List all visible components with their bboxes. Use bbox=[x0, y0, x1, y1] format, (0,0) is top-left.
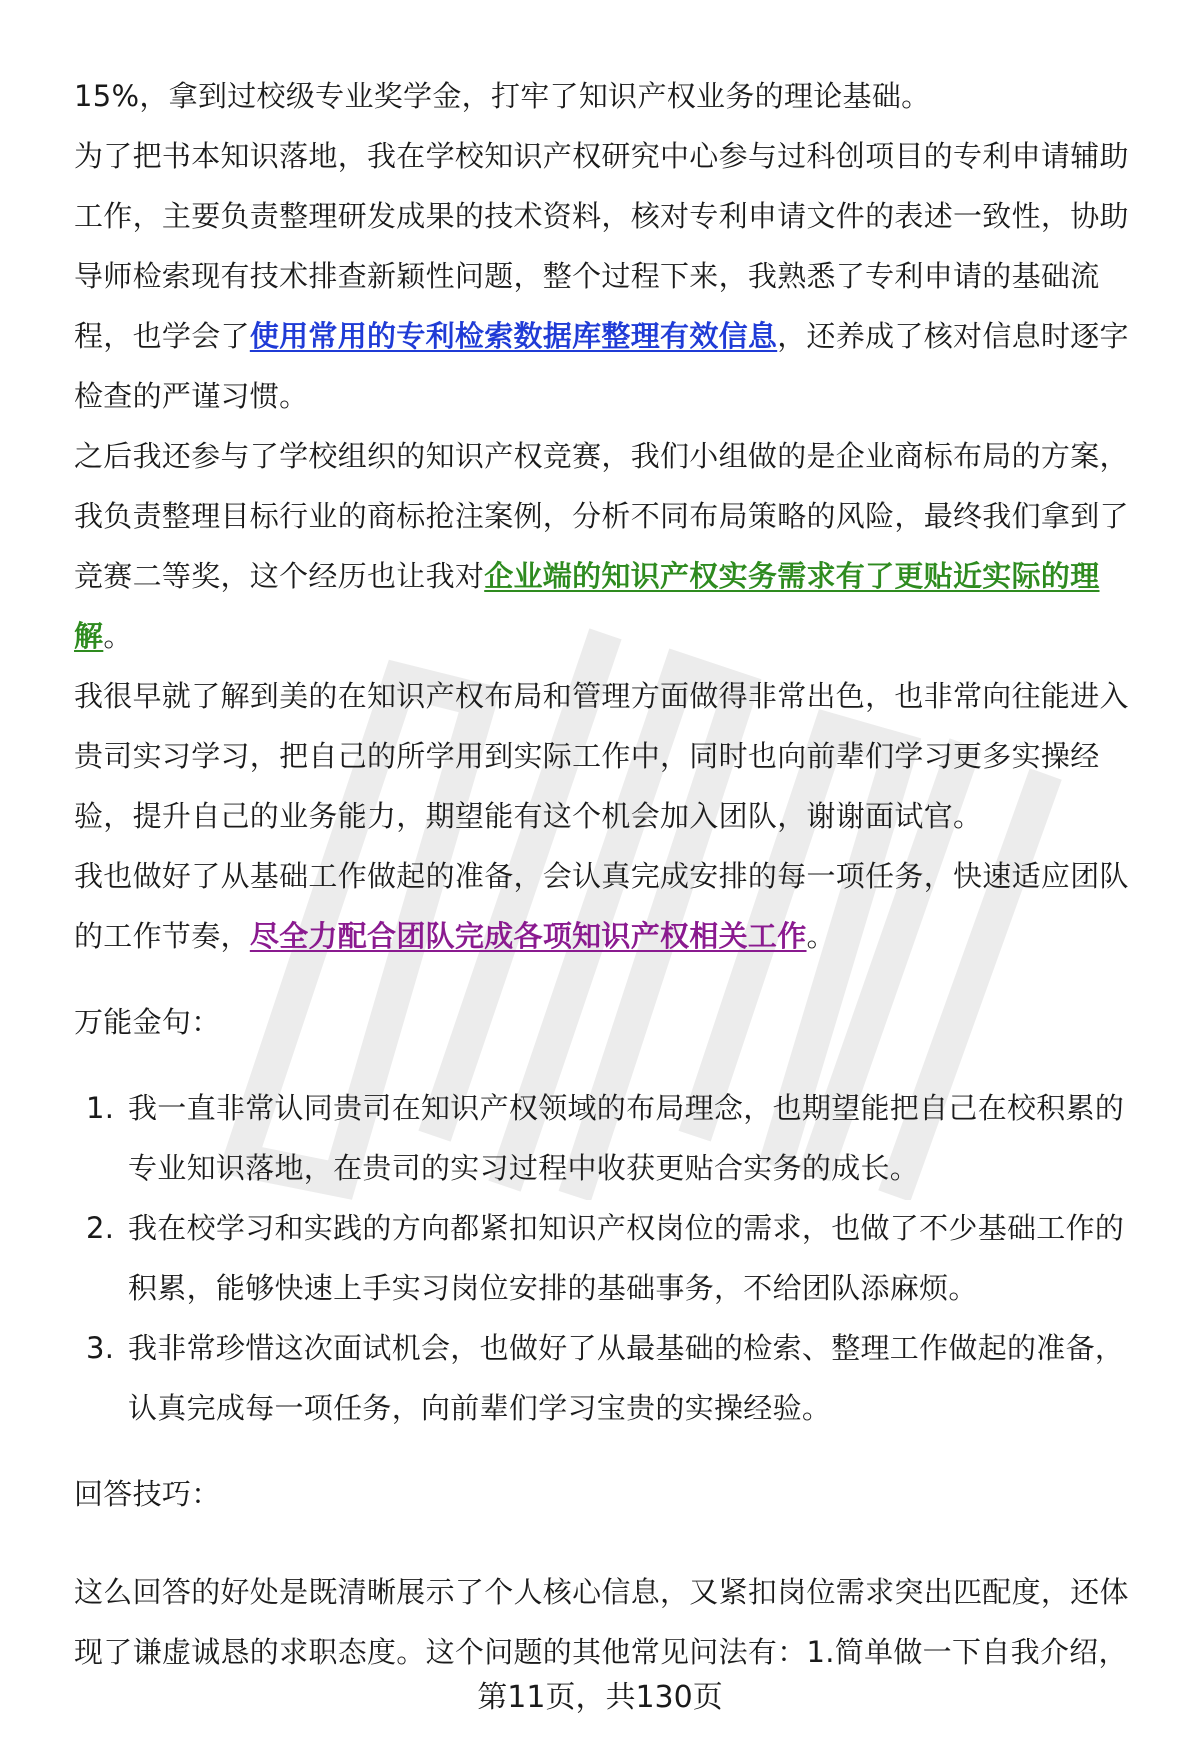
list-item-text: 我在校学习和实践的方向都紧扣知识产权岗位的需求，也做了不少基础工作的积累，能够快速上手实习岗位安排的基础事务，不给团队添麻烦。 bbox=[128, 1211, 1125, 1305]
list-item-text: 我一直非常认同贵司在知识产权领域的布局理念，也期望能把自己在校积累的专业知识落地，在贵司的实习过程中收获更贴合实务的成长。 bbox=[128, 1091, 1125, 1185]
paragraph-text: 之后我还参与了学校组织的知识产权竞赛，我们小组做的是企业商标布局的方案，我负责整理目标行业的商标抢注案例，分析不同布局策略的风险，最终我们拿到了竞赛二等奖，这个经历也让我对 bbox=[74, 439, 1129, 593]
paragraph-text: 。 bbox=[806, 919, 836, 953]
paragraph-text: 我也做好了从基础工作做起的准备，会认真完成安排的每一项任务，快速适应团队的工作节奏， bbox=[74, 859, 1129, 953]
list-item bbox=[74, 1198, 1144, 1318]
list-item-text: 我非常珍惜这次面试机会，也做好了从最基础的检索、整理工作做起的准备，认真完成每一项任务，向前辈们学习宝贵的实操经验。 bbox=[128, 1331, 1125, 1425]
page-number-footer: 第11页，共130页 bbox=[477, 1680, 723, 1715]
highlight-green: 企业端的知识产权实务需求有了更贴近实际的理解 bbox=[74, 559, 1100, 653]
golden-sentences-label: 万能金句： bbox=[74, 1005, 221, 1039]
paragraph-text: ，还养成了核对信息时逐字检查的严谨习惯。 bbox=[74, 319, 1129, 413]
list-number: 1. bbox=[86, 1091, 115, 1125]
highlight-purple: 尽全力配合团队完成各项知识产权相关工作 bbox=[249, 919, 807, 953]
paragraph-text: 为了把书本知识落地，我在学校知识产权研究中心参与过科创项目的专利申请辅助工作，主要负责整理研发成果的技术资料，核对专利申请文件的表述一致性，协助导师检索现有技术排查新颖性问题，整个过程下来，我熟悉了专利申请的基础流程，也学会了 bbox=[74, 139, 1129, 353]
paragraph-text: 。 bbox=[103, 619, 133, 653]
list-item bbox=[74, 1318, 1144, 1438]
paragraph-commitment bbox=[74, 846, 1144, 966]
list-number: 2. bbox=[86, 1211, 115, 1245]
answer-tips-body: 这么回答的好处是既清晰展示了个人核心信息，又紧扣岗位需求突出匹配度，还体现了谦虚诚恳的求职态度。这个问题的其他常见问法有：1.简单做一下自我介绍， bbox=[74, 1575, 1129, 1669]
paragraph-competition bbox=[74, 426, 1144, 666]
paragraph-scholarship: 15%，拿到过校级专业奖学金，打牢了知识产权业务的理论基础。 bbox=[74, 79, 931, 113]
document-body bbox=[74, 66, 1144, 1682]
golden-sentences-list bbox=[74, 1078, 1144, 1438]
list-number: 3. bbox=[86, 1331, 115, 1365]
paragraph-motivation: 我很早就了解到美的在知识产权布局和管理方面做得非常出色，也非常向往能进入贵司实习学习，把自己的所学用到实际工作中，同时也向前辈们学习更多实操经验，提升自己的业务能力，期望能有这个机会加入团队，谢谢面试官。 bbox=[74, 679, 1129, 833]
highlight-blue: 使用常用的专利检索数据库整理有效信息 bbox=[249, 319, 778, 353]
paragraph-patent-project bbox=[74, 126, 1144, 426]
list-item bbox=[74, 1078, 1144, 1198]
answer-tips-label: 回答技巧： bbox=[74, 1477, 221, 1511]
